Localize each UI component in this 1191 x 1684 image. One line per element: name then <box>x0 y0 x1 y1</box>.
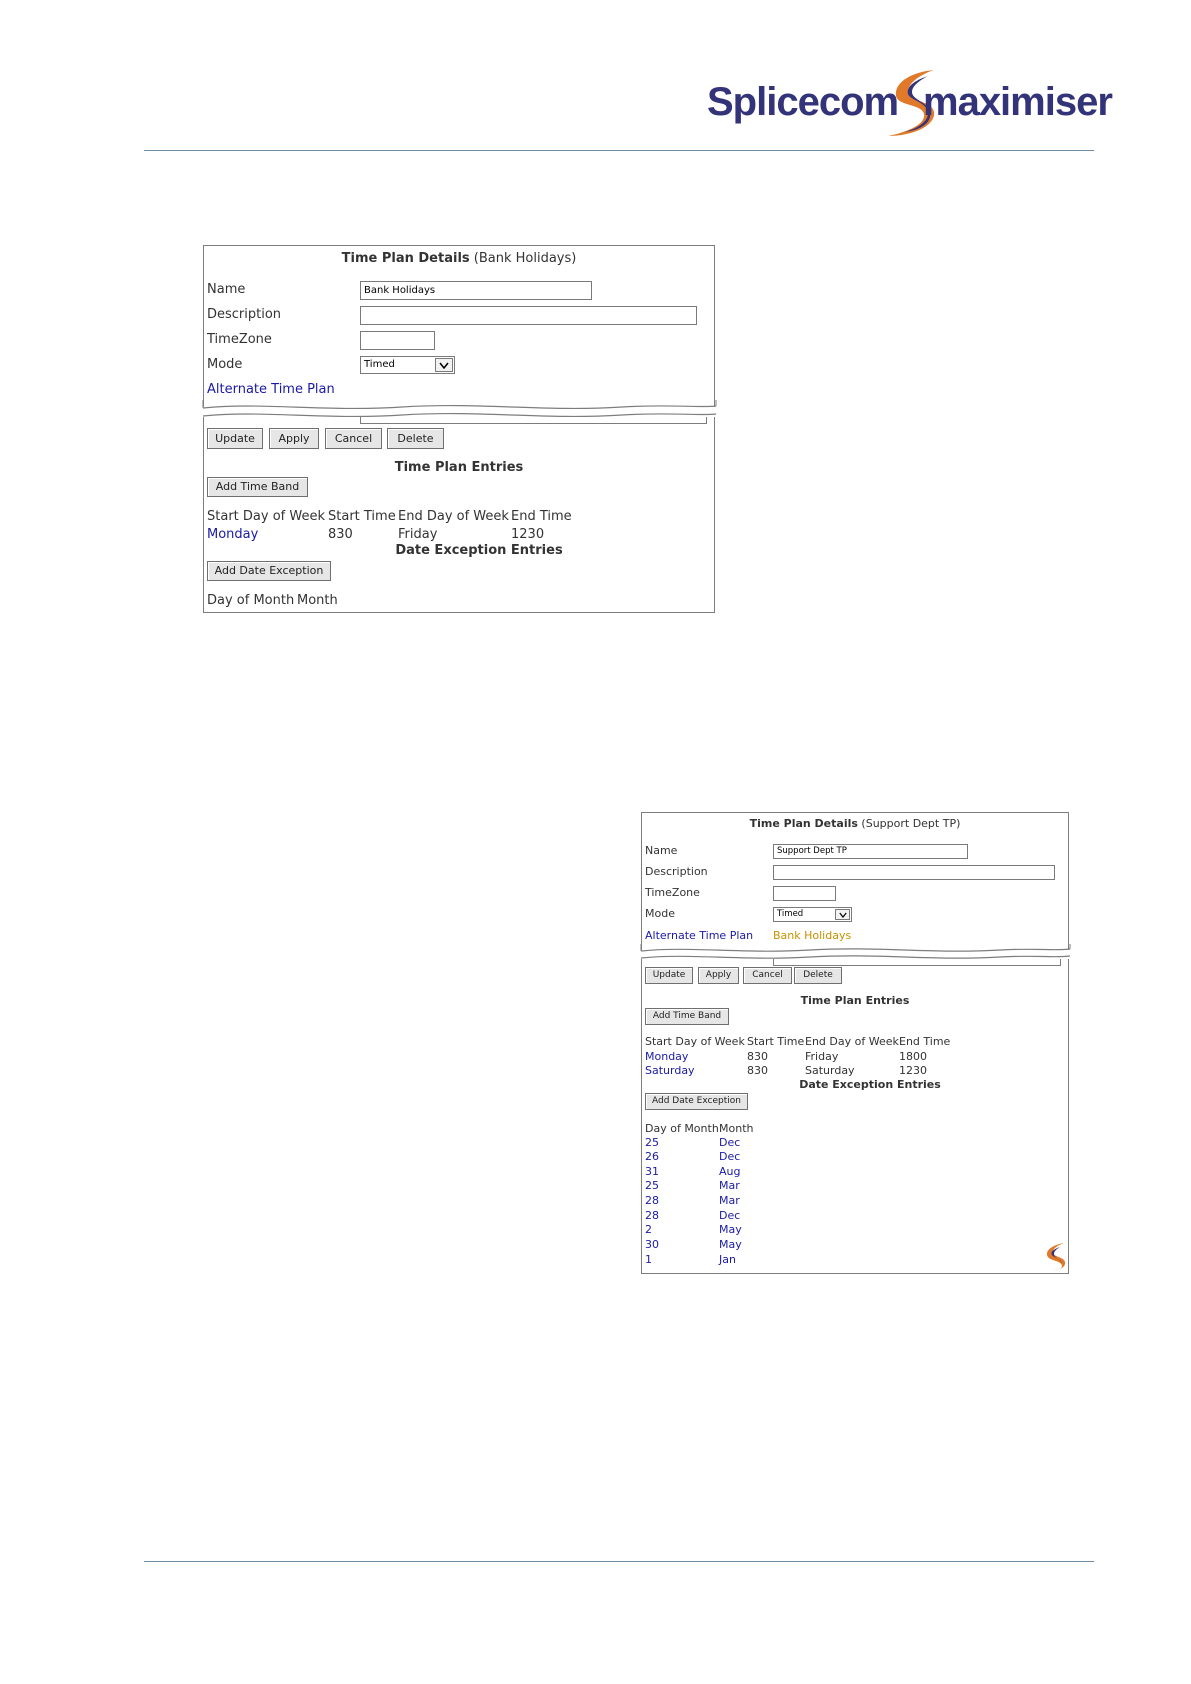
timezone-label: TimeZone <box>645 886 700 899</box>
timezone-input[interactable] <box>360 331 435 350</box>
exception-day-link[interactable]: 25 <box>645 1136 659 1149</box>
mode-label: Mode <box>207 357 243 372</box>
apply-button[interactable]: Apply <box>698 967 739 984</box>
splicecom-swoosh-icon <box>1042 1241 1066 1271</box>
date-exception-entries-heading: Date Exception Entries <box>395 543 563 558</box>
col-start-day-of-week: Start Day of Week <box>645 1035 745 1048</box>
scroll-remnant <box>360 417 707 424</box>
exception-day-link[interactable]: 31 <box>645 1165 659 1178</box>
update-button[interactable]: Update <box>645 967 693 984</box>
add-time-band-button[interactable]: Add Time Band <box>645 1008 729 1025</box>
mode-select[interactable] <box>360 356 455 374</box>
entry-start-time: 830 <box>747 1050 768 1063</box>
alternate-time-plan-link[interactable]: Alternate Time Plan <box>207 382 335 397</box>
exception-day-link[interactable]: 2 <box>645 1223 652 1236</box>
entry-end-day: Saturday <box>805 1064 855 1077</box>
mode-label: Mode <box>645 907 675 920</box>
panel-title: Time Plan Details (Bank Holidays) <box>341 251 577 266</box>
entry-start-day-link[interactable]: Monday <box>645 1050 689 1063</box>
entry-end-time: 1800 <box>899 1050 927 1063</box>
entry-end-time: 1230 <box>899 1064 927 1077</box>
logo-maximiser-text: maximiser <box>923 80 1112 124</box>
time-plan-entries-panel <box>203 417 715 613</box>
splicecom-maximiser-logo <box>707 62 1112 146</box>
entry-end-time: 1230 <box>511 527 545 542</box>
col-end-day-of-week: End Day of Week <box>398 509 509 524</box>
chevron-down-icon[interactable] <box>435 358 453 372</box>
entry-start-time: 830 <box>328 527 353 542</box>
alternate-time-plan-value: Bank Holidays <box>773 929 852 942</box>
entry-start-day-link[interactable]: Saturday <box>645 1064 695 1077</box>
time-plan-entries-heading: Time Plan Entries <box>800 994 910 1007</box>
add-date-exception-button[interactable]: Add Date Exception <box>645 1093 748 1110</box>
apply-button[interactable]: Apply <box>269 428 319 449</box>
chevron-down-icon[interactable] <box>835 909 850 920</box>
col-day-of-month: Day of Month <box>207 593 295 608</box>
time-plan-entries-heading: Time Plan Entries <box>394 460 524 475</box>
col-day-of-month: Day of Month <box>645 1122 719 1135</box>
mode-select-value: Timed <box>777 909 804 919</box>
timezone-input[interactable] <box>773 886 836 901</box>
exception-day-link[interactable]: 25 <box>645 1179 659 1192</box>
cancel-button[interactable]: Cancel <box>325 428 382 449</box>
name-label: Name <box>207 282 246 297</box>
exception-day-link[interactable]: 28 <box>645 1209 659 1222</box>
panel-title: Time Plan Details (Support Dept TP) <box>749 817 961 830</box>
exception-month: Dec <box>719 1136 741 1149</box>
logo-splicecom-text: Splicecom <box>707 80 899 124</box>
add-time-band-button[interactable]: Add Time Band <box>207 477 308 497</box>
col-end-time: End Time <box>511 509 572 524</box>
time-plan-entries-panel <box>641 959 1069 1274</box>
name-input[interactable]: Bank Holidays <box>360 281 592 300</box>
description-label: Description <box>645 865 708 878</box>
delete-button[interactable]: Delete <box>794 967 842 984</box>
time-plan-details-panel <box>641 812 1069 950</box>
col-month: Month <box>719 1122 754 1135</box>
col-end-day-of-week: End Day of Week <box>805 1035 899 1048</box>
entry-end-day: Friday <box>805 1050 839 1063</box>
delete-button[interactable]: Delete <box>387 428 444 449</box>
exception-day-link[interactable]: 1 <box>645 1253 652 1266</box>
exception-month: Aug <box>719 1165 741 1178</box>
exception-month: May <box>719 1238 742 1251</box>
mode-select[interactable] <box>773 907 852 922</box>
col-start-time: Start Time <box>747 1035 805 1048</box>
col-month: Month <box>297 593 338 608</box>
cancel-button[interactable]: Cancel <box>743 967 792 984</box>
exception-day-link[interactable]: 28 <box>645 1194 659 1207</box>
entry-start-day-link[interactable]: Monday <box>207 527 259 542</box>
col-end-time: End Time <box>899 1035 951 1048</box>
scroll-remnant <box>773 959 1061 966</box>
name-label: Name <box>645 844 678 857</box>
exception-month: Mar <box>719 1194 740 1207</box>
exception-month: May <box>719 1223 742 1236</box>
mode-select-value: Timed <box>364 359 395 370</box>
add-date-exception-button[interactable]: Add Date Exception <box>207 561 331 581</box>
entry-start-time: 830 <box>747 1064 768 1077</box>
col-start-time: Start Time <box>328 509 396 524</box>
timezone-label: TimeZone <box>207 332 272 347</box>
exception-month: Dec <box>719 1209 741 1222</box>
exception-month: Dec <box>719 1150 741 1163</box>
alternate-time-plan-link[interactable]: Alternate Time Plan <box>645 929 754 942</box>
entry-end-day: Friday <box>398 527 438 542</box>
description-label: Description <box>207 307 282 322</box>
exception-day-link[interactable]: 26 <box>645 1150 659 1163</box>
update-button[interactable]: Update <box>207 428 263 449</box>
exception-month: Mar <box>719 1179 740 1192</box>
exception-month: Jan <box>719 1253 736 1266</box>
col-start-day-of-week: Start Day of Week <box>207 509 325 524</box>
description-input[interactable] <box>360 306 697 325</box>
date-exception-entries-heading: Date Exception Entries <box>799 1078 941 1091</box>
header-rule <box>144 150 1094 151</box>
name-input[interactable]: Support Dept TP <box>773 844 968 859</box>
footer-rule <box>144 1561 1094 1562</box>
exception-day-link[interactable]: 30 <box>645 1238 659 1251</box>
time-plan-details-panel <box>203 245 715 407</box>
description-input[interactable] <box>773 865 1055 880</box>
